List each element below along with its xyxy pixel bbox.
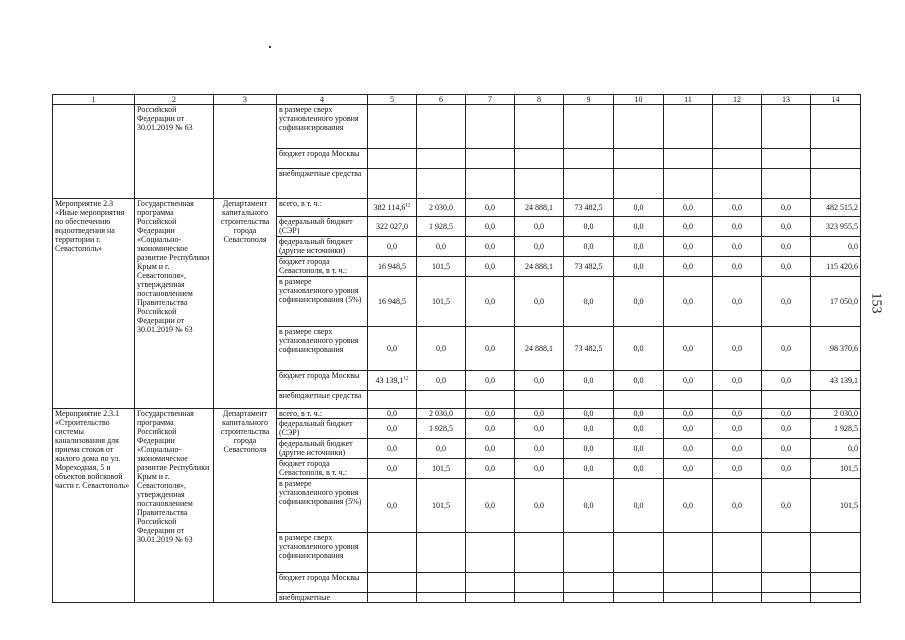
header-cell: 10 xyxy=(614,95,664,105)
value-cell: 98 370,6 xyxy=(811,327,861,371)
value-cell: 0,0 xyxy=(713,217,762,237)
value-cell: 101,5 xyxy=(811,479,861,533)
header-cell: 3 xyxy=(214,95,277,105)
value-cell: 0,0 xyxy=(515,237,564,257)
value-cell: 0,0 xyxy=(614,257,664,277)
value-cell xyxy=(762,149,811,169)
value-cell: 0,0 xyxy=(564,409,614,419)
value-cell: 0,0 xyxy=(762,277,811,327)
value-cell xyxy=(466,391,515,409)
value-text: 16 948,5 xyxy=(378,297,406,306)
value-cell: 482 515,2 xyxy=(811,199,861,217)
value-cell: 0,0 xyxy=(664,409,713,419)
value-cell: 0,0 xyxy=(466,257,515,277)
value-cell: 0,0 xyxy=(614,327,664,371)
value-cell: 0,0 xyxy=(762,371,811,391)
value-cell xyxy=(368,169,417,199)
value-text: 382 114,6 xyxy=(373,203,406,212)
value-cell: 0,0 xyxy=(515,217,564,237)
value-cell: 0,0 xyxy=(515,371,564,391)
value-cell xyxy=(466,169,515,199)
value-cell xyxy=(762,105,811,149)
value-cell xyxy=(515,149,564,169)
value-cell: 0,0 xyxy=(564,479,614,533)
value-cell: 0,0 xyxy=(762,257,811,277)
value-cell: 0,0 xyxy=(614,217,664,237)
footnote-mark: 12 xyxy=(405,203,411,209)
value-cell xyxy=(811,533,861,573)
value-cell xyxy=(564,593,614,603)
value-cell xyxy=(664,391,713,409)
value-cell: 0,0 xyxy=(466,327,515,371)
value-cell xyxy=(564,149,614,169)
value-cell xyxy=(417,573,466,593)
value-cell: 0,0 xyxy=(614,439,664,459)
value-cell xyxy=(664,169,713,199)
value-cell xyxy=(368,533,417,573)
value-cell xyxy=(368,277,417,327)
value-cell: 1 928,5 xyxy=(417,419,466,439)
value-cell: 0,0 xyxy=(664,439,713,459)
value-cell: 0,0 xyxy=(564,277,614,327)
source-label: бюджет города Москвы xyxy=(277,573,368,593)
activity-name-cell: Мероприятие 2.3.1 «Строительство системы канализования для приема стоков от жилого дома по ул. Мореходная, 5 и объектов войсковой части г. Севастополь» xyxy=(53,409,135,603)
value-cell xyxy=(614,105,664,149)
source-label: всего, в т. ч.: xyxy=(277,409,368,419)
value-cell: 0,0 xyxy=(664,479,713,533)
value-cell xyxy=(762,533,811,573)
source-label: бюджет города Москвы xyxy=(277,371,368,391)
value-cell xyxy=(811,169,861,199)
value-cell: 0,0 xyxy=(614,277,664,327)
source-label: в размере установленного уровня софинансирования (5%) xyxy=(277,479,368,533)
header-cell: 12 xyxy=(713,95,762,105)
value-cell: 0,0 xyxy=(466,479,515,533)
header-cell: 2 xyxy=(135,95,214,105)
value-text: 0,0 xyxy=(387,242,397,251)
value-cell: 0,0 xyxy=(515,439,564,459)
value-cell: 0,0 xyxy=(564,237,614,257)
source-label: всего, в т. ч.: xyxy=(277,199,368,217)
value-cell: 0,0 xyxy=(368,459,417,479)
value-cell: 0,0 xyxy=(466,277,515,327)
value-cell xyxy=(614,149,664,169)
value-cell: 73 482,5 xyxy=(564,327,614,371)
value-cell: 0,0 xyxy=(664,257,713,277)
value-cell: 0,0 xyxy=(762,409,811,419)
value-cell: 73 482,5 xyxy=(564,199,614,217)
value-cell xyxy=(664,105,713,149)
value-cell: 0,0 xyxy=(664,371,713,391)
value-cell: 323 955,5 xyxy=(811,217,861,237)
value-cell xyxy=(368,327,417,371)
value-cell: 1 928,5 xyxy=(811,419,861,439)
table-row xyxy=(53,105,861,149)
value-cell: 0,0 xyxy=(713,257,762,277)
value-cell: 0,0 xyxy=(614,479,664,533)
value-cell: 101,5 xyxy=(811,459,861,479)
table-row xyxy=(53,409,861,419)
value-cell: 0,0 xyxy=(614,419,664,439)
value-cell xyxy=(368,391,417,409)
header-cell: 6 xyxy=(417,95,466,105)
value-cell xyxy=(614,593,664,603)
value-cell: 24 888,1 xyxy=(515,199,564,217)
value-cell: 2 030,0 xyxy=(417,409,466,419)
value-cell: 115 420,6 xyxy=(811,257,861,277)
value-cell xyxy=(417,593,466,603)
value-cell xyxy=(614,573,664,593)
value-cell: 0,0 xyxy=(614,459,664,479)
value-cell xyxy=(664,533,713,573)
value-cell xyxy=(564,169,614,199)
value-cell: 0,0 xyxy=(564,419,614,439)
value-cell: 0,0 xyxy=(811,439,861,459)
program-cell: Российской Федерации от 30.01.2019 № 63 xyxy=(135,105,214,199)
value-cell: 73 482,5 xyxy=(564,257,614,277)
header-cell: 5 xyxy=(368,95,417,105)
value-text: 16 948,5 xyxy=(378,262,406,271)
source-label: в размере сверх установленного уровня софинансирования xyxy=(277,327,368,371)
activity-name-cell xyxy=(53,105,135,199)
source-label: внебюджетные средства xyxy=(277,391,368,409)
value-cell: 0,0 xyxy=(664,237,713,257)
value-cell: 0,0 xyxy=(466,371,515,391)
value-cell xyxy=(713,573,762,593)
value-cell: 0,0 xyxy=(713,237,762,257)
value-cell: 0,0 xyxy=(564,439,614,459)
value-cell: 43 139,1 xyxy=(811,371,861,391)
value-cell: 0,0 xyxy=(417,327,466,371)
value-cell xyxy=(368,237,417,257)
value-cell xyxy=(811,149,861,169)
value-cell xyxy=(713,391,762,409)
value-cell xyxy=(368,149,417,169)
value-cell: 0,0 xyxy=(762,199,811,217)
value-cell: 0,0 xyxy=(515,409,564,419)
value-cell: 0,0 xyxy=(762,237,811,257)
value-cell xyxy=(713,105,762,149)
value-cell: 0,0 xyxy=(713,439,762,459)
table-row xyxy=(53,199,861,217)
value-cell: 0,0 xyxy=(762,439,811,459)
program-cell: Государственная программа Российской Федерации «Социально-экономическое развитие Республики Крым и г. Севастополя», утвержденная постановлением Правительства Российской Федерации от 30.01.2019 № 63 xyxy=(135,199,214,409)
value-cell: 0,0 xyxy=(713,479,762,533)
value-cell: 0,0 xyxy=(417,439,466,459)
value-cell xyxy=(564,533,614,573)
value-cell xyxy=(466,593,515,603)
value-cell: 1 928,5 xyxy=(417,217,466,237)
value-cell: 24 888,1 xyxy=(515,327,564,371)
value-cell: 0,0 xyxy=(762,459,811,479)
header-cell: 14 xyxy=(811,95,861,105)
activity-name-cell: Мероприятие 2.3 «Иные мероприятия по обеспечению водоотведения на территории г. Севастополь» xyxy=(53,199,135,409)
scan-speck xyxy=(269,46,271,48)
value-cell xyxy=(417,105,466,149)
value-cell: 0,0 xyxy=(466,237,515,257)
value-cell xyxy=(417,391,466,409)
value-cell: 0,0 xyxy=(664,217,713,237)
source-label: бюджет города Севастополя, в т. ч.: xyxy=(277,459,368,479)
value-cell xyxy=(368,105,417,149)
footnote-mark: 12 xyxy=(403,376,409,382)
value-cell: 0,0 xyxy=(466,199,515,217)
value-text: 322 027,0 xyxy=(376,222,408,231)
value-cell xyxy=(664,149,713,169)
value-cell: 0,0 xyxy=(515,459,564,479)
value-cell: 0,0 xyxy=(466,439,515,459)
header-cell: 4 xyxy=(277,95,368,105)
value-cell: 0,0 xyxy=(515,419,564,439)
value-cell: 0,0 xyxy=(417,371,466,391)
value-cell xyxy=(713,169,762,199)
value-cell xyxy=(515,573,564,593)
value-cell: 2 030,0 xyxy=(811,409,861,419)
source-label: в размере сверх установленного уровня софинансирования xyxy=(277,105,368,149)
value-cell: 0,0 xyxy=(466,459,515,479)
source-label: внебюджетные средства xyxy=(277,169,368,199)
value-cell: 0,0 xyxy=(664,459,713,479)
value-cell xyxy=(811,105,861,149)
value-cell xyxy=(762,169,811,199)
value-cell: 0,0 xyxy=(614,371,664,391)
source-label: федеральный бюджет (СЭР) xyxy=(277,217,368,237)
value-cell xyxy=(515,105,564,149)
value-cell xyxy=(564,573,614,593)
value-cell xyxy=(515,391,564,409)
source-label: федеральный бюджет (другие источники) xyxy=(277,439,368,459)
value-cell: 0,0 xyxy=(614,199,664,217)
value-cell xyxy=(466,105,515,149)
value-cell: 0,0 xyxy=(368,409,417,419)
value-cell: 0,0 xyxy=(564,371,614,391)
value-cell xyxy=(417,149,466,169)
value-cell xyxy=(762,593,811,603)
value-cell xyxy=(515,593,564,603)
value-cell xyxy=(564,391,614,409)
value-cell: 0,0 xyxy=(713,419,762,439)
value-cell: 0,0 xyxy=(564,217,614,237)
value-cell: 0,0 xyxy=(713,327,762,371)
value-cell xyxy=(762,391,811,409)
source-label: внебюджетные xyxy=(277,593,368,603)
value-cell: 0,0 xyxy=(614,409,664,419)
value-cell: 0,0 xyxy=(614,237,664,257)
value-cell xyxy=(811,391,861,409)
value-cell: 0,0 xyxy=(664,199,713,217)
executor-cell: Департамент капитального строительства города Севастополя xyxy=(214,409,277,603)
value-cell xyxy=(811,593,861,603)
page-number: 153 xyxy=(868,292,884,314)
value-cell xyxy=(762,573,811,593)
value-cell xyxy=(664,573,713,593)
value-cell: 0,0 xyxy=(417,237,466,257)
source-label: в размере установленного уровня софинансирования (5%) xyxy=(277,277,368,327)
value-cell xyxy=(368,217,417,237)
value-cell: 0,0 xyxy=(664,419,713,439)
value-cell: 2 030,0 xyxy=(417,199,466,217)
value-cell: 0,0 xyxy=(713,409,762,419)
value-cell xyxy=(368,371,417,391)
value-cell: 0,0 xyxy=(368,439,417,459)
value-cell: 0,0 xyxy=(713,371,762,391)
source-label: бюджет города Севастополя, в т. ч.: xyxy=(277,257,368,277)
value-cell xyxy=(515,533,564,573)
value-cell xyxy=(368,199,417,217)
value-cell: 101,5 xyxy=(417,257,466,277)
value-cell: 0,0 xyxy=(664,277,713,327)
value-cell: 0,0 xyxy=(515,277,564,327)
value-cell: 0,0 xyxy=(713,199,762,217)
value-cell xyxy=(564,105,614,149)
value-cell xyxy=(368,593,417,603)
value-cell: 0,0 xyxy=(466,409,515,419)
value-cell: 0,0 xyxy=(713,277,762,327)
value-cell: 0,0 xyxy=(368,479,417,533)
value-cell xyxy=(515,169,564,199)
budget-table xyxy=(52,94,861,603)
value-text: 0,0 xyxy=(387,344,397,353)
value-text: 43 139,1 xyxy=(375,376,404,385)
value-cell xyxy=(368,257,417,277)
value-cell xyxy=(713,533,762,573)
source-label: в размере сверх установленного уровня софинансирования xyxy=(277,533,368,573)
executor-cell xyxy=(214,105,277,199)
value-cell xyxy=(466,533,515,573)
value-cell xyxy=(466,149,515,169)
source-label: федеральный бюджет (СЭР) xyxy=(277,419,368,439)
value-cell xyxy=(614,391,664,409)
header-cell: 11 xyxy=(664,95,713,105)
header-cell: 9 xyxy=(564,95,614,105)
header-cell: 1 xyxy=(53,95,135,105)
value-cell: 0,0 xyxy=(762,327,811,371)
value-cell xyxy=(713,593,762,603)
source-label: бюджет города Москвы xyxy=(277,149,368,169)
value-cell: 0,0 xyxy=(664,327,713,371)
value-cell: 0,0 xyxy=(762,479,811,533)
value-cell xyxy=(466,573,515,593)
value-cell: 0,0 xyxy=(811,237,861,257)
value-cell xyxy=(713,149,762,169)
value-cell xyxy=(614,533,664,573)
value-cell xyxy=(417,533,466,573)
value-cell: 0,0 xyxy=(564,459,614,479)
source-label: федеральный бюджет (другие источники) xyxy=(277,237,368,257)
value-cell: 101,5 xyxy=(417,459,466,479)
value-cell xyxy=(368,573,417,593)
executor-cell: Департамент капитального строительства города Севастополя xyxy=(214,199,277,409)
value-cell: 0,0 xyxy=(515,479,564,533)
header-cell: 8 xyxy=(515,95,564,105)
value-cell: 17 050,0 xyxy=(811,277,861,327)
value-cell: 0,0 xyxy=(368,419,417,439)
header-cell: 13 xyxy=(762,95,811,105)
value-cell: 101,5 xyxy=(417,479,466,533)
value-cell xyxy=(417,169,466,199)
header-cell: 7 xyxy=(466,95,515,105)
value-cell: 24 888,1 xyxy=(515,257,564,277)
value-cell: 0,0 xyxy=(466,217,515,237)
program-cell: Государственная программа Российской Федерации «Социально-экономическое развитие Республики Крым и г. Севастополя», утвержденная постановлением Правительства Российской Федерации от 30.01.2019 № 63 xyxy=(135,409,214,603)
value-cell xyxy=(811,573,861,593)
value-cell: 0,0 xyxy=(762,419,811,439)
value-cell: 0,0 xyxy=(466,419,515,439)
header-row xyxy=(53,95,861,105)
value-cell: 101,5 xyxy=(417,277,466,327)
value-cell: 0,0 xyxy=(713,459,762,479)
value-cell xyxy=(614,169,664,199)
value-cell xyxy=(664,593,713,603)
value-cell: 0,0 xyxy=(762,217,811,237)
